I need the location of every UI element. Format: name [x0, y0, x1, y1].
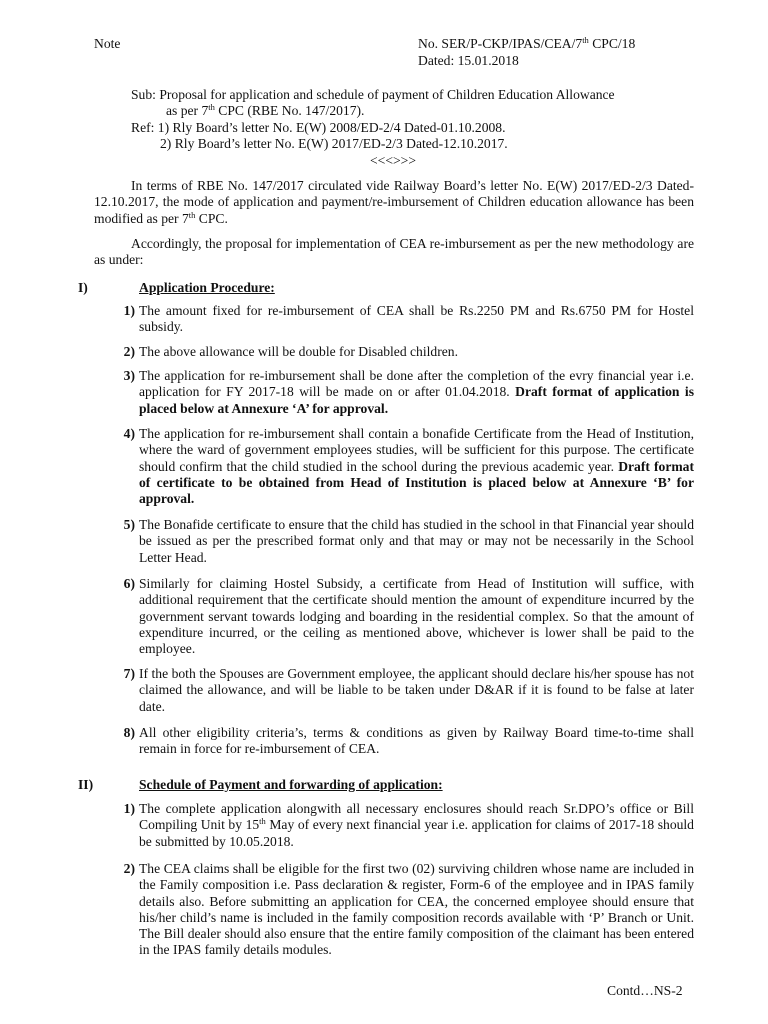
reference-2: 2) Rly Board’s letter No. E(W) 2017/ED-2/3 Dated-12.10.2017. — [160, 136, 508, 151]
item-text: The Bonafide certificate to ensure that the child has studied in the school in that Financial year should be issued as per the prescribed format only and that may or may not be necessarily in the School Letter Head. — [139, 517, 694, 565]
subject-line: Sub: Proposal for application and schedule of payment of Children Education Allowance — [131, 87, 615, 102]
item-number: 2) — [123, 344, 135, 359]
item-text: The application for re-imbursement shall be done after the completion of the evry financial year i.e. application for FY 2017-18 will be made on or after 01.04.2018. Draft format of application is placed below at Annexure ‘A’ for approval. — [139, 368, 694, 416]
item-text: The above allowance will be double for Disabled children. — [139, 344, 458, 359]
intro-paragraph: In terms of RBE No. 147/2017 circulated vide Railway Board’s letter No. E(W) 2017/ED-2/3 Dated-12.10.2017, the mode of application and payment/re-imbursement of Children education allowance has been modified as per 7th CPC. — [94, 178, 694, 226]
reference-1: Ref: 1) Rly Board’s letter No. E(W) 2008/ED-2/4 Dated-01.10.2008. — [131, 120, 506, 135]
item-text: Similarly for claiming Hostel Subsidy, a certificate from Head of Institution will suffice, with additional requirement that the certificate should mention the amount of expenditure incurred by the government servant towards lodging and boarding in the residential complex. So that the amount of expenditure incurred, or the ceiling as mentioned above, whichever is lower shall be paid to the employee. — [139, 576, 694, 657]
item-number: 4) — [123, 426, 135, 441]
section-title: Application Procedure: — [139, 280, 275, 295]
item-text: The application for re-imbursement shall contain a bonafide Certificate from the Head of Institution, where the ward of government employees studies, will be sufficient for this purpose. The certificate should confirm that the child studied in the school during the previous academic year. Draft format of certificate to be obtained from Head of Institution is placed below at Annexure ‘B’ for approval. — [139, 426, 695, 507]
divider-mark: <<<>>> — [370, 153, 416, 168]
item-number: 7) — [123, 666, 135, 681]
section-number: II) — [78, 777, 94, 792]
item-text: The complete application alongwith all necessary enclosures should reach Sr.DPO’s office or Bill Compiling Unit by 15th May of every next financial year i.e. application for claims of 2017-18 should be submitted by 10.05.2018. — [139, 801, 694, 849]
continued-footer: Contd…NS-2 — [607, 983, 683, 998]
item-text: The amount fixed for re-imbursement of CEA shall be Rs.2250 PM and Rs.6750 PM for Hostel subsidy. — [139, 303, 694, 335]
reference-number: No. SER/P-CKP/IPAS/CEA/7th CPC/18 — [418, 35, 636, 51]
item-number: 8) — [123, 725, 135, 740]
item-text: The CEA claims shall be eligible for the first two (02) surviving children whose name are included in the Family composition i.e. Pass declaration & register, Form-6 of the employee and in IPAS family details also. Before submitting an application for CEA, the concerned employee should ensure that his/her child’s name is included in the family composition records available with ‘P’ Branch or Unit. The Bill dealer should also ensure that the entire family composition of the claimant has been entered in the IPAS family details modules. — [139, 861, 694, 958]
item-number: 6) — [123, 576, 135, 591]
item-number: 2) — [123, 861, 135, 876]
item-number: 5) — [123, 517, 135, 532]
subject-line-2: as per 7th CPC (RBE No. 147/2017). — [166, 102, 365, 118]
item-number: 1) — [123, 801, 135, 816]
section-number: I) — [78, 280, 88, 295]
note-label: Note — [94, 36, 121, 51]
section-title: Schedule of Payment and forwarding of application: — [139, 777, 443, 792]
item-number: 1) — [123, 303, 135, 318]
item-text: If the both the Spouses are Government employee, the applicant should declare his/her spouse has not claimed the allowance, and will be liable to be taken under D&AR if it is found to be false at later date. — [139, 666, 694, 714]
date-line: Dated: 15.01.2018 — [418, 53, 519, 68]
intro-paragraph-2: Accordingly, the proposal for implementation of CEA re-imbursement as per the new methodology are as under: — [94, 236, 694, 268]
item-number: 3) — [123, 368, 135, 383]
item-text: All other eligibility criteria’s, terms & conditions as given by Railway Board time-to-time shall remain in force for re-imbursement of CEA. — [139, 725, 694, 757]
